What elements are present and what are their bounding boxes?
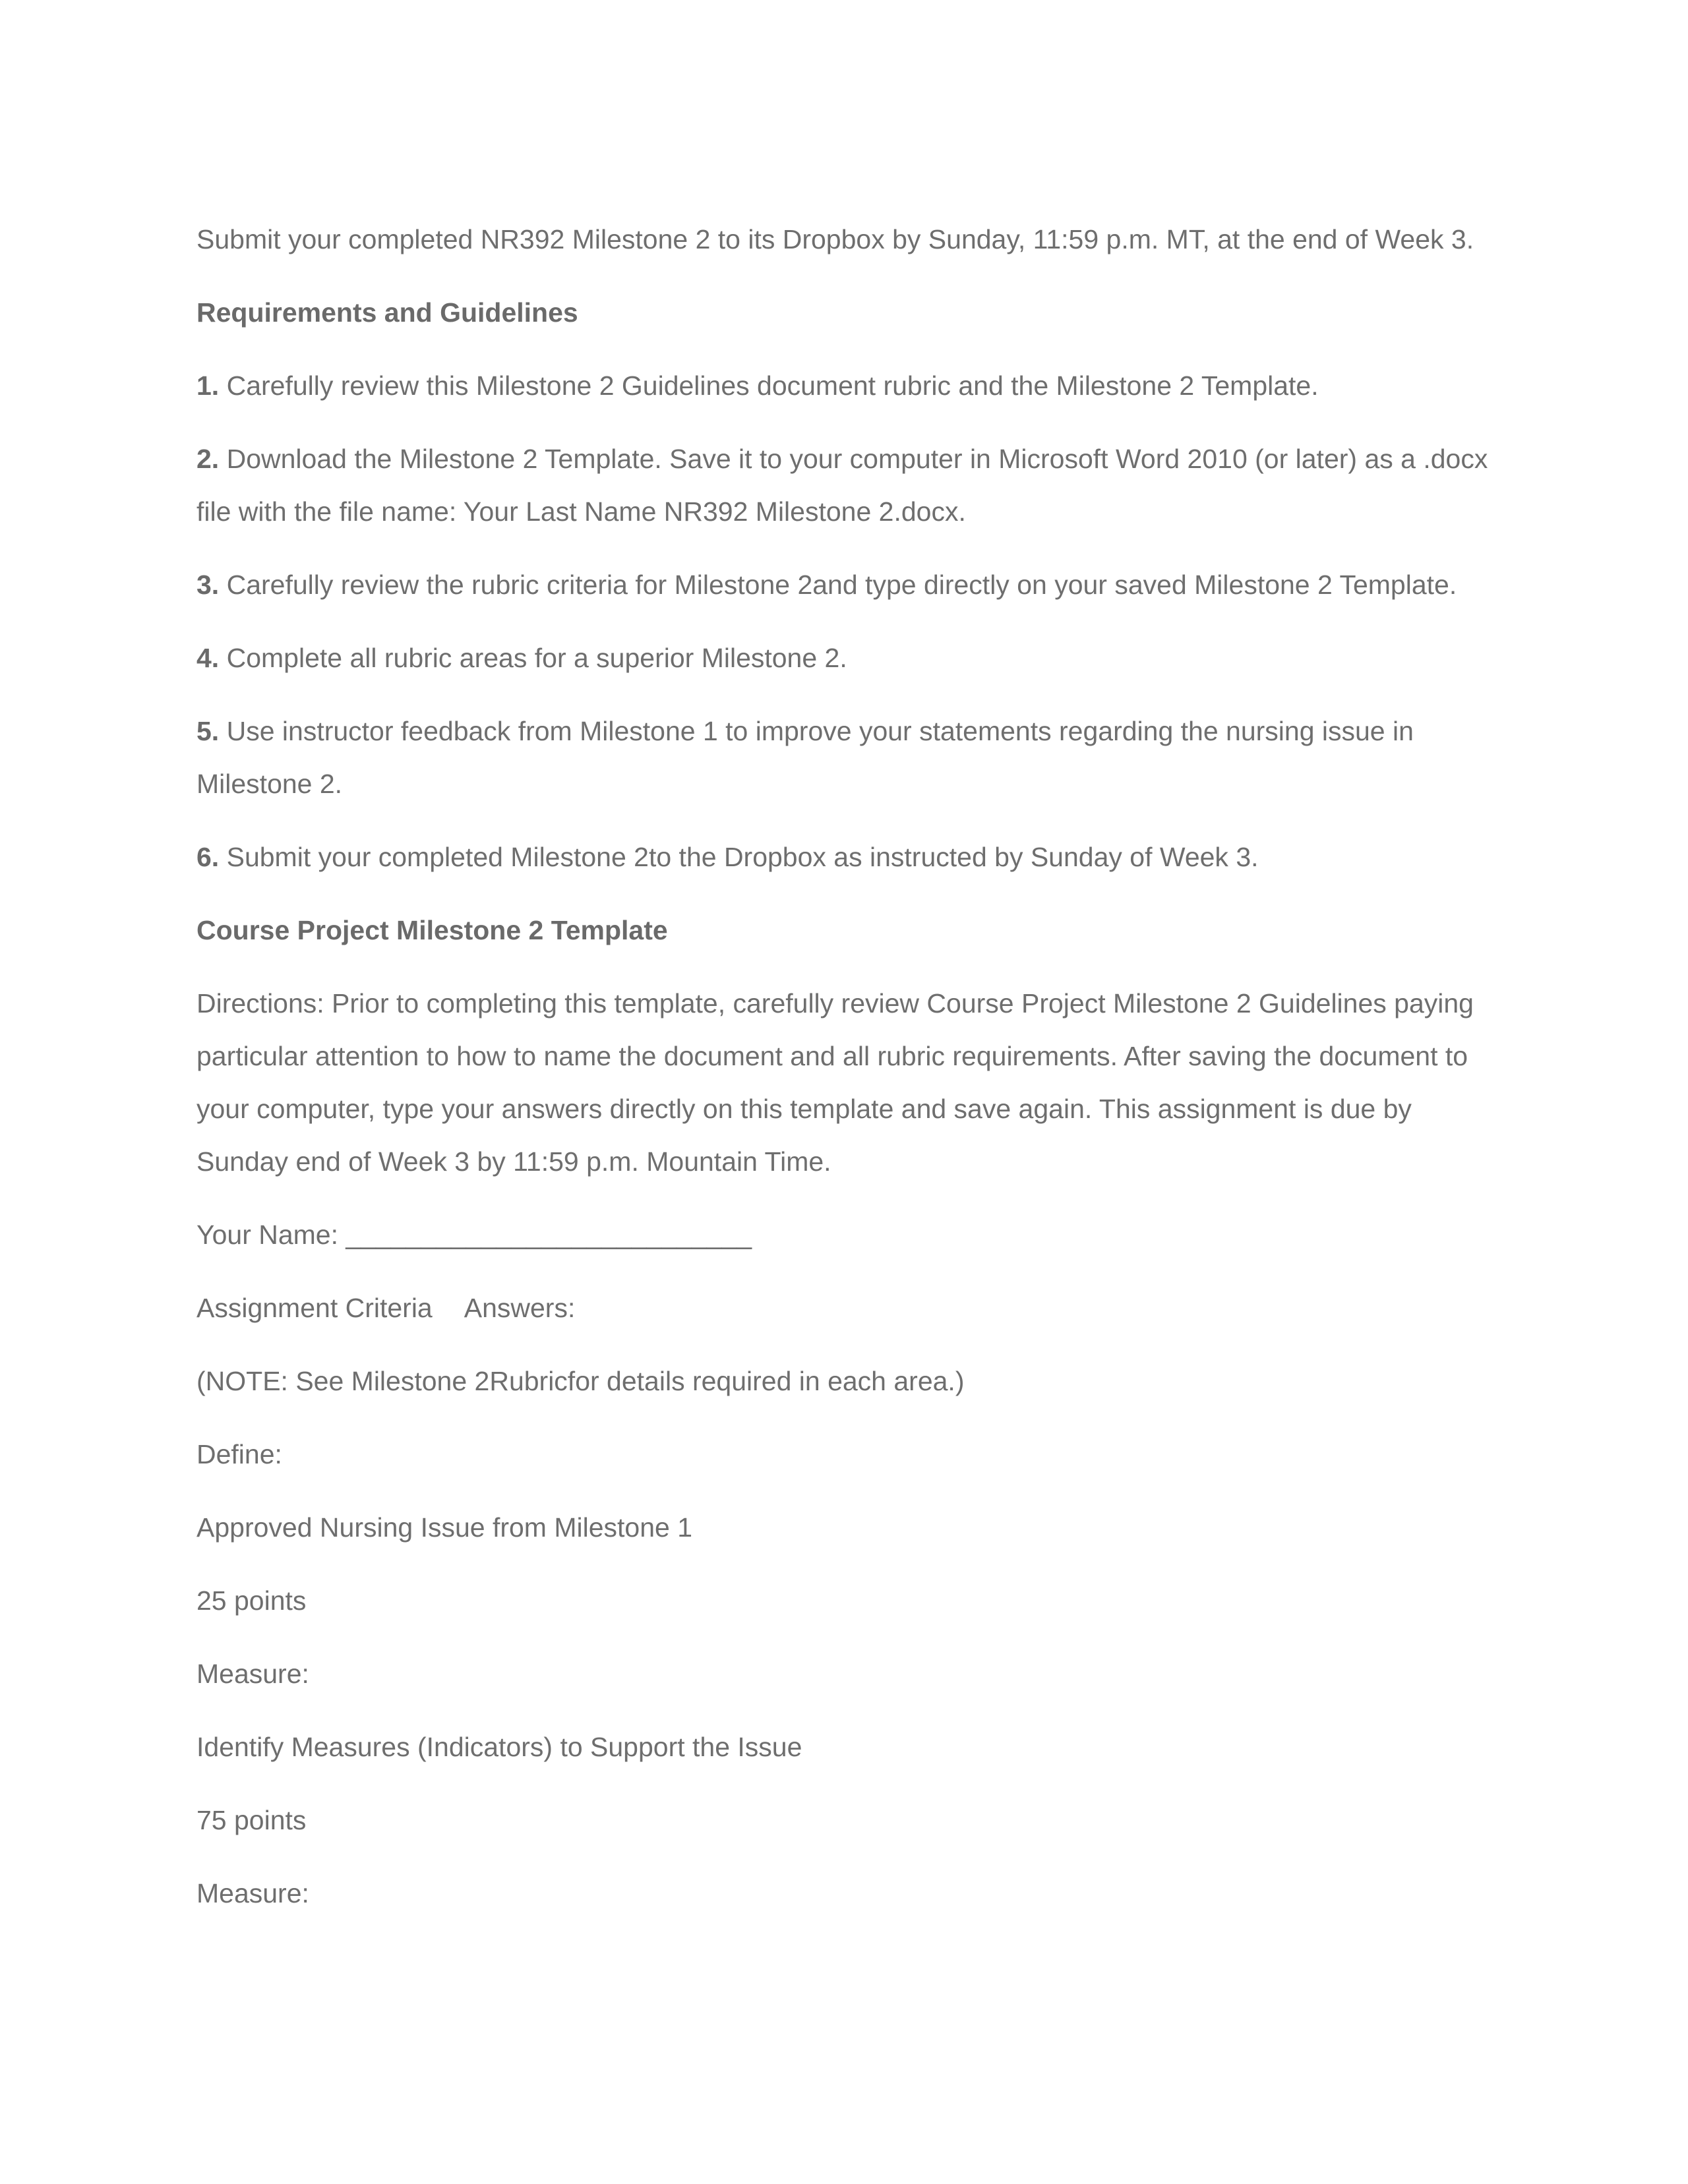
- intro-paragraph: Submit your completed NR392 Milestone 2 to its Dropbox by Sunday, 11:59 p.m. MT, at the end of Week 3.: [196, 224, 1474, 254]
- criteria-label: Assignment Criteria: [196, 1293, 433, 1323]
- requirement-item-3: [196, 558, 1489, 611]
- requirement-number: 1.: [196, 370, 220, 401]
- points-25: 25 points: [196, 1585, 307, 1616]
- requirement-number: 2.: [196, 444, 220, 474]
- requirement-item-4: [196, 632, 1489, 684]
- measure-label-2: Measure:: [196, 1878, 309, 1908]
- measure-label: Measure:: [196, 1659, 309, 1689]
- requirement-item-1: [196, 359, 1489, 412]
- requirement-text: Use instructor feedback from Milestone 1 to improve your statements regarding the nursing issue in Milestone 2.: [196, 716, 1414, 799]
- requirement-number: 5.: [196, 716, 220, 746]
- criteria-header-row: [196, 1282, 1489, 1334]
- directions-paragraph: Directions: Prior to completing this template, carefully review Course Project Milestone 2 Guidelines paying particular attention to how to name the document and all rubric requirements. After saving the document to your computer, type your answers directly on this template and save again. This assignment is due by Sunday end of Week 3 by 11:59 p.m. Mountain Time.: [196, 988, 1474, 1177]
- define-label: Define:: [196, 1439, 282, 1469]
- requirement-text: Carefully review the rubric criteria for Milestone 2and type directly on your saved Milestone 2 Template.: [226, 570, 1457, 600]
- rubric-note: (NOTE: See Milestone 2Rubricfor details required in each area.): [196, 1366, 965, 1396]
- criterion-identify-measures: Identify Measures (Indicators) to Support the Issue: [196, 1732, 802, 1762]
- requirement-item-6: [196, 831, 1489, 883]
- requirement-number: 3.: [196, 570, 220, 600]
- points-75: 75 points: [196, 1805, 307, 1835]
- requirement-item-5: [196, 705, 1489, 810]
- document-page: [196, 213, 1489, 1940]
- requirement-text: Complete all rubric areas for a superior Milestone 2.: [226, 643, 847, 673]
- requirement-number: 6.: [196, 842, 220, 872]
- requirements-heading: Requirements and Guidelines: [196, 297, 578, 328]
- your-name-line: Your Name: ___________________________: [196, 1220, 752, 1250]
- requirement-text: Submit your completed Milestone 2to the Dropbox as instructed by Sunday of Week 3.: [226, 842, 1259, 872]
- requirement-text: Carefully review this Milestone 2 Guidelines document rubric and the Milestone 2 Template.: [226, 370, 1319, 401]
- requirement-number: 4.: [196, 643, 220, 673]
- criterion-approved-issue: Approved Nursing Issue from Milestone 1: [196, 1512, 693, 1543]
- requirement-text: Download the Milestone 2 Template. Save it to your computer in Microsoft Word 2010 (or later) as a .docx file with the file name: Your Last Name NR392 Milestone 2.docx.: [196, 444, 1488, 527]
- requirement-item-2: [196, 432, 1489, 538]
- template-heading: Course Project Milestone 2 Template: [196, 915, 668, 945]
- answers-label: Answers:: [464, 1293, 576, 1323]
